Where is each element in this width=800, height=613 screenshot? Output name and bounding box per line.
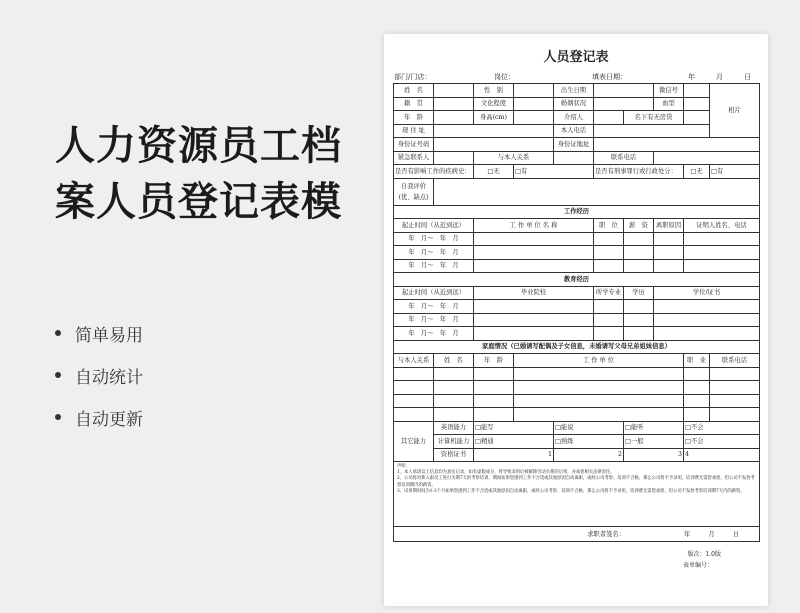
- edu-section-title: 教育经历: [394, 273, 760, 287]
- feature-item: 自动更新: [55, 396, 143, 438]
- signature-row[interactable]: 求职者签名： 年 月 日: [394, 527, 760, 542]
- version-label: 版次：1.0版: [687, 551, 721, 558]
- post-label: 岗位：: [494, 73, 515, 81]
- disease-no-checkbox[interactable]: □无: [474, 165, 514, 179]
- disease-yes-checkbox[interactable]: □有: [514, 165, 594, 179]
- date-year: 年: [688, 73, 695, 81]
- feature-list: [55, 312, 143, 438]
- photo-box: 相片: [710, 84, 760, 138]
- feature-item: 简单易用: [55, 312, 143, 354]
- date-label: 填表日期：: [592, 73, 627, 81]
- form-preview: [384, 34, 768, 606]
- dept-label: 部门/门店：: [394, 73, 432, 81]
- bullet-dot-icon: [55, 330, 61, 336]
- registration-table: 姓 名 性 别 出生日期 微信号 相片 籍 贯 文化程度 婚姻状况 血型 年 龄 身高(cm) 介绍人 名下有无房贷 现 住 址 本人电话 身份证号码 身份证地址 紧急联系人 与本人关系 联系电话 是否有影响工作的疾病史： □无 □有 是否有刑事罪行或行政处分： □无 □有 自我评价 (优、缺点) 工作经历 起止时间（从近到远） 工 作 单 位 名 称 职 位 薪 资 离职原因 证明人姓名、电话 年 月～ 年 月 年 月～ 年 月 年 月～ 年 月 教育经历 起止时间（从近到远） 毕业院校 所学专业 学历 学位/证书 年 月～ 年 月 年 月～ 年 月 年 月～ 年 月 家庭情况（已婚请写配偶及子女信息，未婚请写父母兄弟姐妹信息） 与本人关系 姓 名 年 龄 工 作 单 位 职 业 联系电话 其它能力 英语能力 □能写 □能说 □能听 □不会 计算机能力 □精通 □熟练 □一般 □不会 资格证书 1 2 3 4 声明： 1、本人承诺以上信息均为真实记录，如有虚假成分，将导致录用后被解除劳动关系的后果，并承担相关法律责任。 2、公司将对新入职员工进行为期7天的考察培训，期间如果您感到工作不合适或其他原因自动离职，或经公司考察、培训不合格，那么公司将不予录用，培训费无需您承担，但公司不发放考察培训期内的薪资。 3、试用期时间为1-2个月如果您感到工作不合适或其他原因自动离职，或经公司考察、培训不合格，那么公司将不予录用，培训费无需您承担，但公司不发放考察培训期7天内的薪资。 求职者签名： 年 月 日: [393, 83, 760, 542]
- crime-yes-checkbox[interactable]: □有: [710, 165, 760, 179]
- family-section-title: 家庭情况（已婚请写配偶及子女信息，未婚请写父母兄弟姐妹信息）: [394, 340, 760, 354]
- declaration: 声明： 1、本人承诺以上信息均为真实记录，如有虚假成分，将导致录用后被解除劳动关系的后果，并承担相关法律责任。 2、公司将对新入职员工进行为期7天的考察培训，期间如果您感到工作不合适或其他原因自动离职，或经公司考察、培训不合格，那么公司将不予录用，培训费无需您承担，但公司不发放考察培训期内的薪资。 3、试用期时间为1-2个月如果您感到工作不合适或其他原因自动离职，或经公司考察、培训不合格，那么公司将不予录用，培训费无需您承担，但公司不发放考察培训期7天内的薪资。: [394, 462, 760, 527]
- form-title: 人员登记表: [543, 50, 609, 65]
- form-number-label: 表单编号：: [682, 562, 713, 569]
- work-section-title: 工作经历: [394, 205, 760, 219]
- date-month: 月: [716, 73, 723, 81]
- feature-item: 自动统计: [55, 354, 143, 396]
- crime-no-checkbox[interactable]: □无: [684, 165, 710, 179]
- bullet-dot-icon: [55, 414, 61, 420]
- bullet-dot-icon: [55, 372, 61, 378]
- headline-line-1: 人力资源员工档: [55, 123, 342, 169]
- headline: [55, 118, 342, 230]
- headline-line-2: 案人员登记表模: [55, 179, 342, 225]
- date-day: 日: [744, 73, 751, 81]
- abilities-label: 其它能力: [394, 421, 434, 462]
